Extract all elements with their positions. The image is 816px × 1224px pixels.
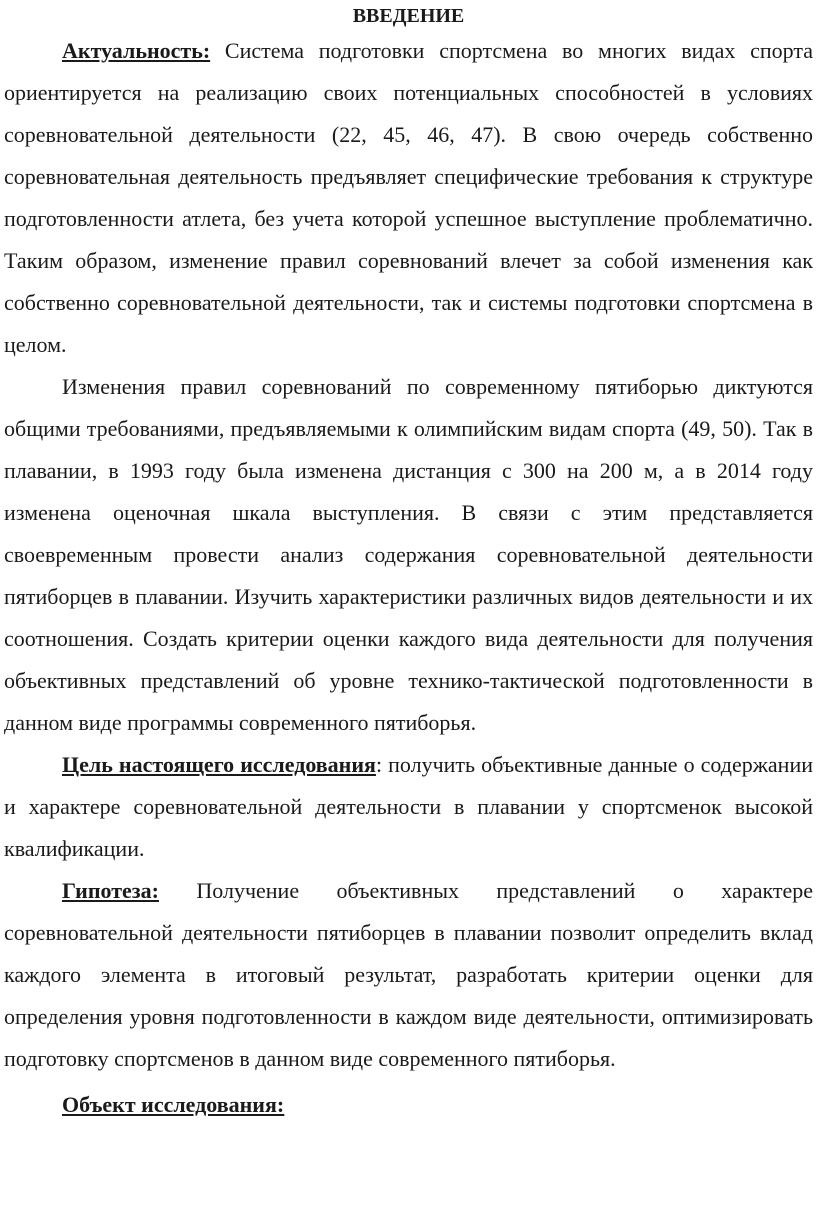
document-heading: ВВЕДЕНИЕ — [352, 5, 465, 27]
paragraph-lead: Актуальность: — [62, 38, 211, 63]
section-heading-object — [4, 1084, 813, 1126]
paragraph-hypothesis — [4, 870, 813, 1080]
paragraph-text: Получение объективных представлений о характере соревновательной деятельности пятиборцев в плавании позволит определить вклад каждого элемента в итоговый результат, разработать критерии оценки для определения уровня подготовленности в каждом виде деятельности, оптимизировать подготовку спортсменов в данном виде современного пятиборья. — [4, 878, 813, 1071]
paragraph-text: : получить объективные данные о содержании и характере соревновательной деятельности в плавании у спортсменок высокой квалификации. — [4, 752, 814, 861]
paragraph-text: Изменения правил соревнований по современному пятиборью диктуются общими требованиями, предъявляемыми к олимпийским видам спорта (49, 50). Так в плавании, в 1993 году была изменена дистанция с 300 на 200 м, а в 2014 году изменена оценочная шкала выступления. В связи с этим представляется своевременным провести анализ содержания соревновательной деятельности пятиборцев в плавании. Изучить характеристики различных видов деятельности и их соотношения. Создать критерии оценки каждого вида деятельности для получения объективных представлений об уровне технико-тактической подготовленности в данном виде программы современного пятиборья. — [4, 374, 813, 735]
paragraph-rules-changes — [4, 366, 813, 744]
paragraph-relevance — [4, 30, 813, 366]
section-heading-text: Объект исследования: — [62, 1092, 285, 1117]
paragraph-lead: Гипотеза: — [62, 878, 159, 903]
paragraph-goal — [4, 744, 813, 870]
paragraph-text: Система подготовки спортсмена во многих видах спорта ориентируется на реализацию своих потенциальных способностей в условиях соревновательной деятельности (22, 45, 46, 47). В свою очередь собственно соревновательная деятельность предъявляет специфические требования к структуре подготовленности атлета, без учета которой успешное выступление проблематично. Таким образом, изменение правил соревнований влечет за собой изменения как собственно соревновательной деятельности, так и системы подготовки спортсмена в целом. — [4, 38, 813, 357]
paragraph-lead: Цель настоящего исследования — [62, 752, 376, 777]
